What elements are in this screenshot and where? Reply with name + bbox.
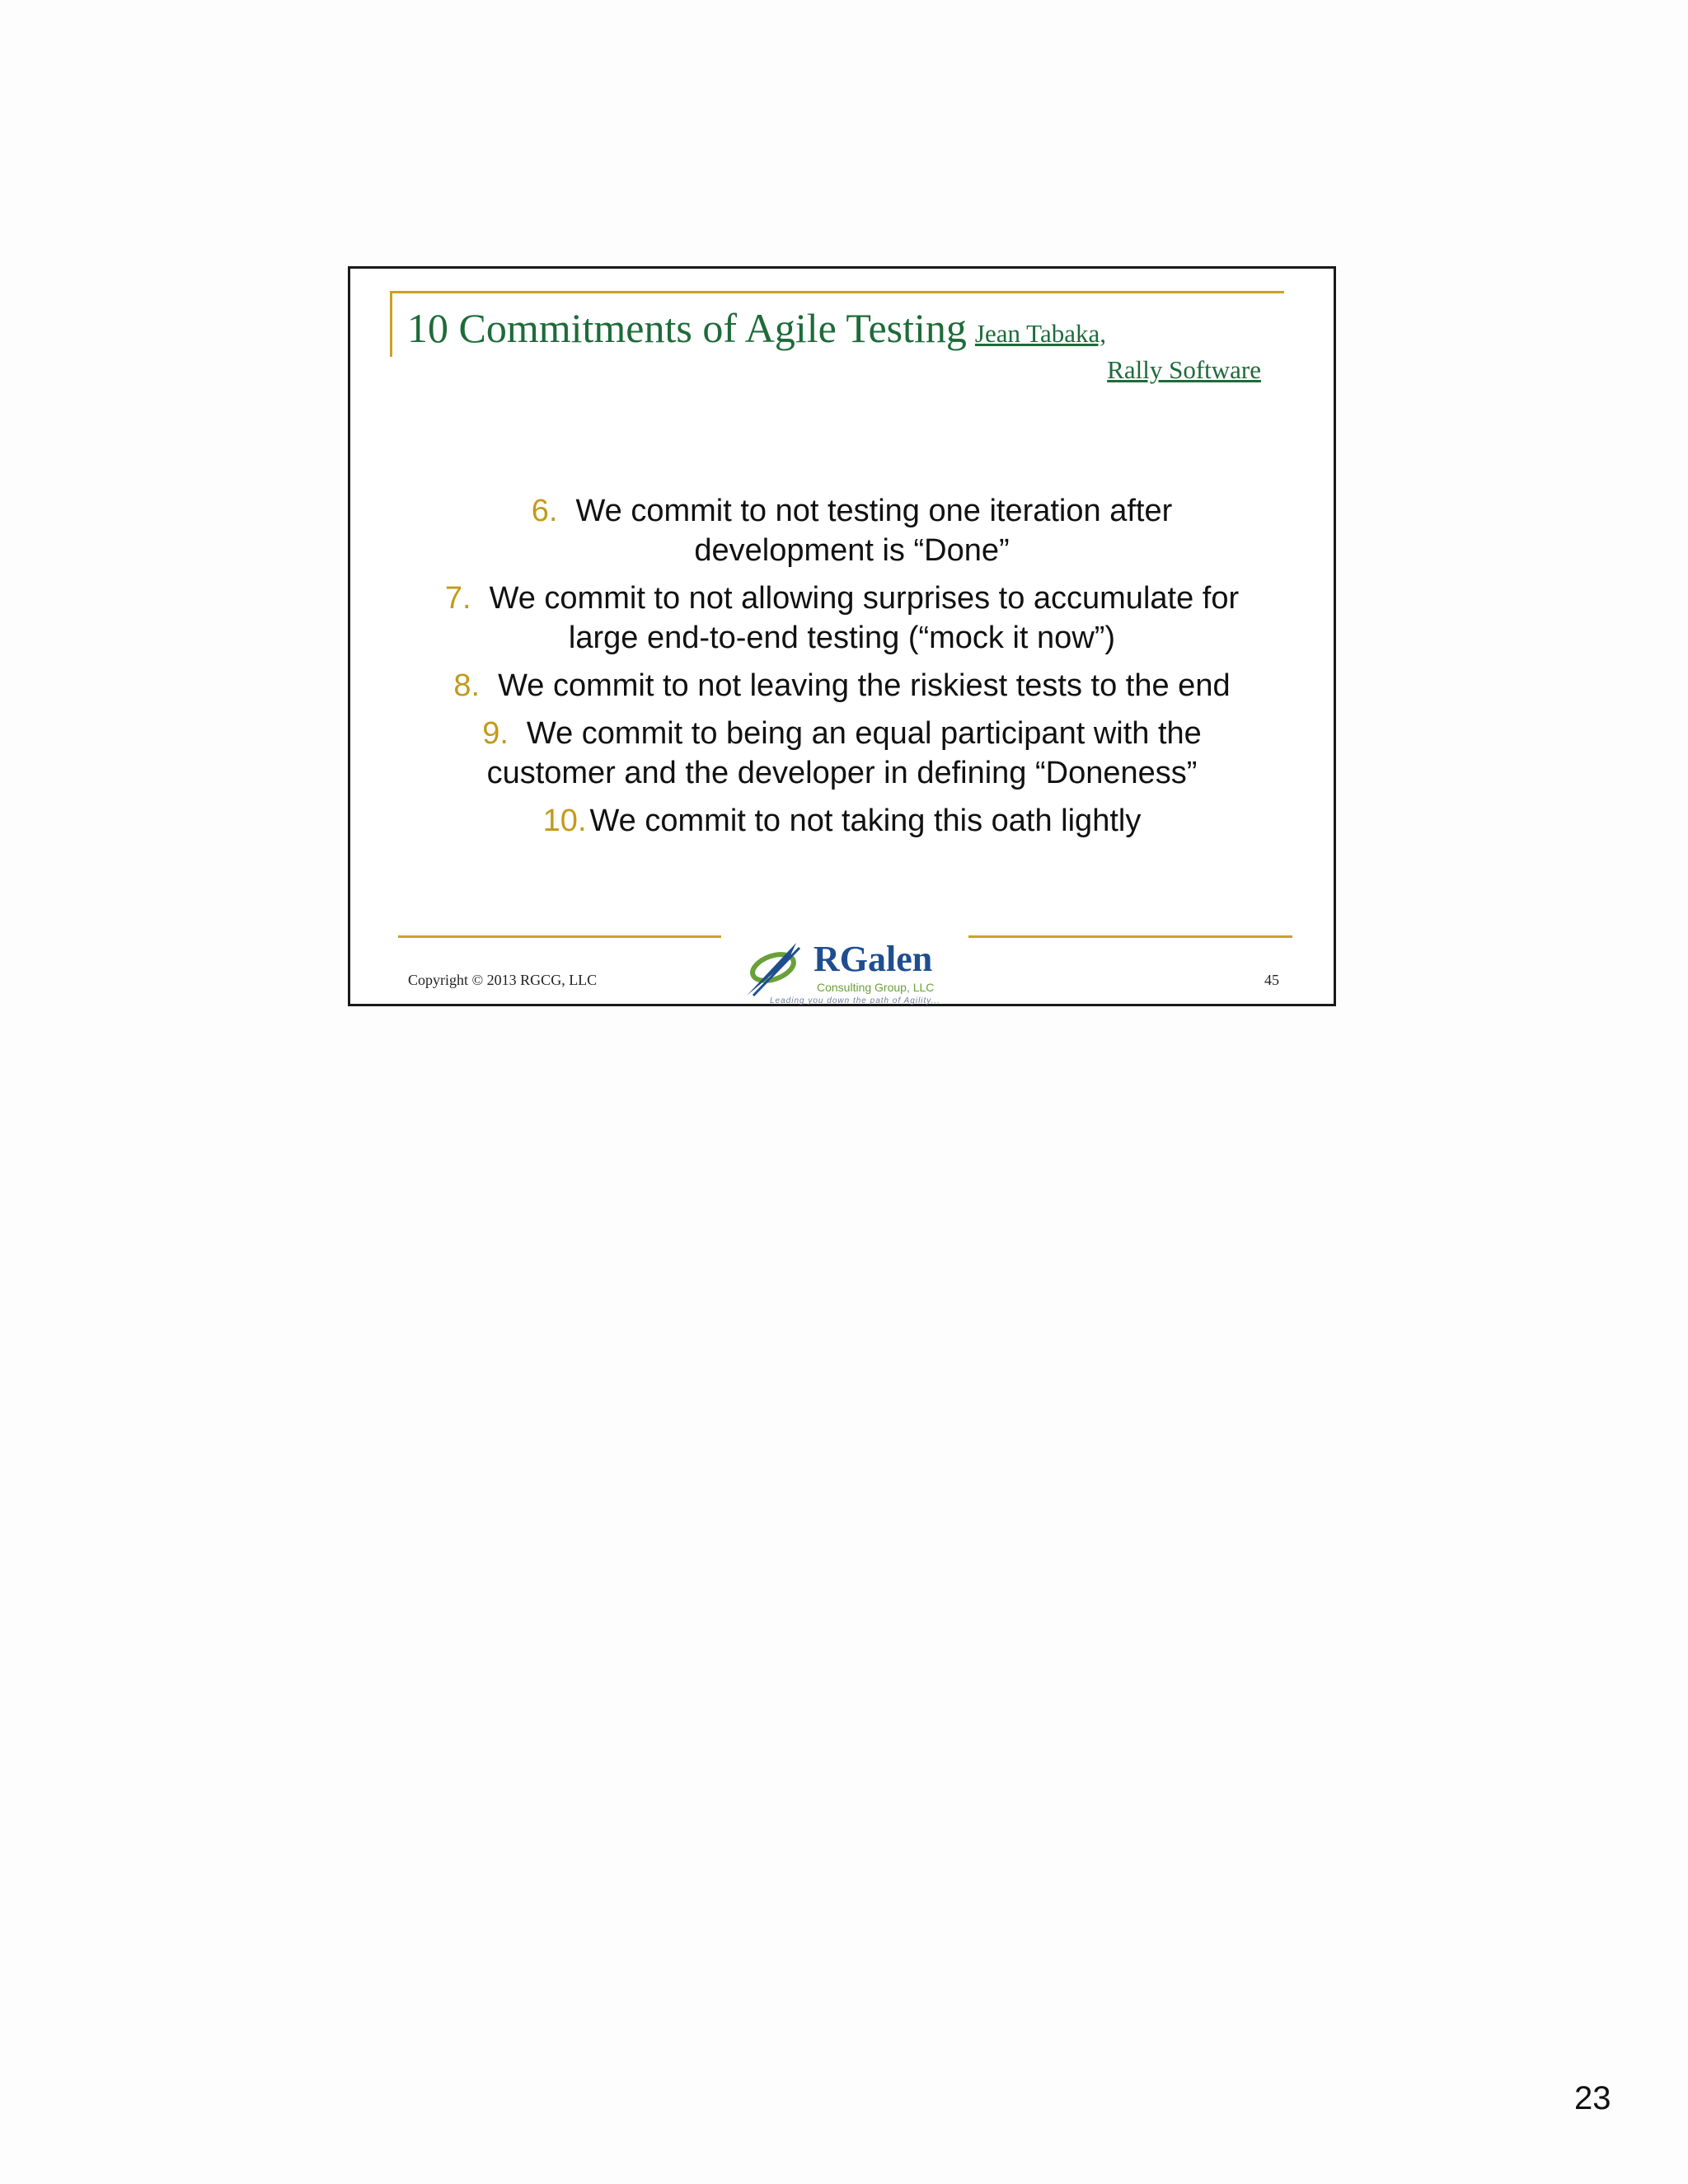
item-number: 10. (542, 804, 587, 838)
slide-page-number: 45 (1264, 972, 1279, 988)
item-number: 7. (444, 581, 471, 616)
item-number: 8. (453, 668, 481, 703)
list-item (350, 579, 1334, 658)
list-item (350, 714, 1334, 793)
title-rule-left (390, 291, 392, 357)
swoosh-icon (742, 938, 816, 1004)
item-text-continued: customer and the developer in defining “Doneness” (486, 756, 1198, 790)
list-item (350, 666, 1334, 705)
item-number: 9. (482, 716, 509, 751)
item-text: We commit to not taking this oath lightly (589, 804, 1142, 838)
slide-title (407, 303, 1106, 353)
document-page-number: 23 (1574, 2080, 1611, 2116)
item-text-continued: development is “Done” (694, 533, 1010, 568)
item-text: We commit to being an equal participant with the (526, 716, 1202, 751)
author-name[interactable]: Jean Tabaka, (974, 319, 1106, 348)
item-text: We commit to not leaving the riskiest tests to the end (498, 668, 1231, 703)
item-text-continued: large end-to-end testing (“mock it now”) (568, 621, 1116, 655)
rgalen-logo (742, 938, 940, 1009)
list-item (350, 801, 1334, 841)
item-text: We commit to not allowing surprises to accumulate for (489, 581, 1240, 616)
slide-title-text: 10 Commitments of Agile Testing (407, 305, 967, 351)
footer-rule-right (968, 935, 1292, 938)
footer-rule-left (398, 935, 721, 938)
author-company[interactable]: Rally Software (1107, 355, 1261, 384)
copyright-text: Copyright © 2013 RGCG, LLC (408, 972, 598, 988)
logo-tagline: Leading you down the path of Agility... (770, 996, 940, 1005)
logo-subtitle: Consulting Group, LLC (817, 981, 935, 994)
item-text: We commit to not testing one iteration after (575, 494, 1173, 528)
item-number: 6. (531, 494, 558, 528)
title-rule-top (390, 291, 1284, 293)
list-item (350, 491, 1334, 570)
logo-brand: RGalen (814, 939, 933, 979)
commitments-list (350, 491, 1334, 849)
slide (348, 266, 1336, 1006)
